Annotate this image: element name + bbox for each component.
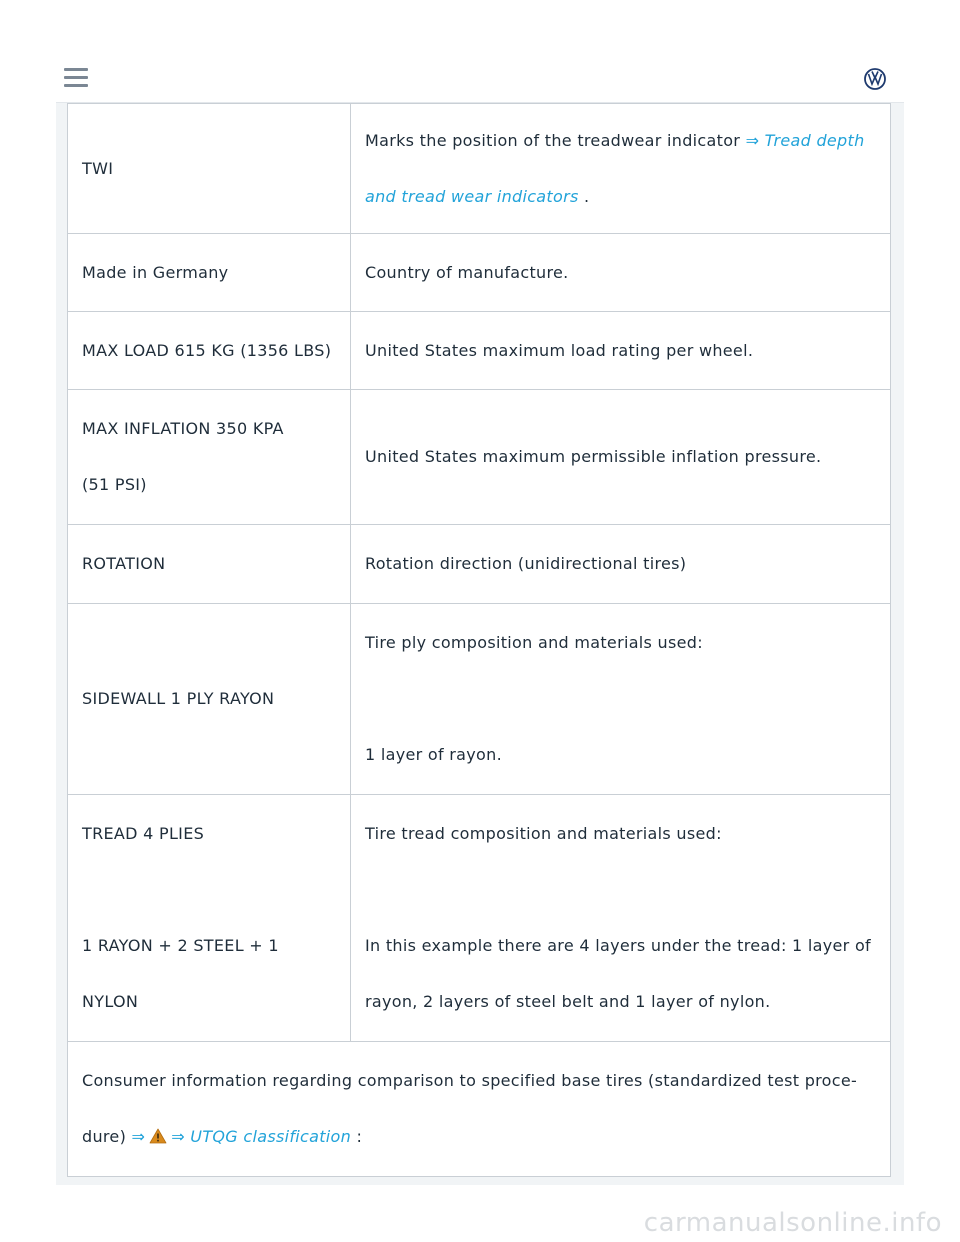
table-row bbox=[68, 525, 891, 604]
value-text: . bbox=[578, 186, 590, 206]
table-row bbox=[68, 312, 891, 390]
watermark: carmanualsonline.info bbox=[643, 1208, 942, 1238]
top-bar bbox=[0, 0, 960, 100]
tread-depth-link[interactable]: ⇒ Tread depth bbox=[745, 130, 865, 150]
row-key: MAX LOAD 615 KG (1356 LBS) bbox=[68, 312, 351, 390]
row-key: SIDEWALL 1 PLY RAYON bbox=[68, 604, 351, 795]
tire-markings-table bbox=[67, 103, 891, 1177]
row-key: TREAD 4 PLIES 1 RAYON + 2 STEEL + 1 NYLON bbox=[68, 795, 351, 1042]
utqg-classification-link[interactable]: ⇒ UTQG classification bbox=[171, 1127, 352, 1146]
row-key: Made in Germany bbox=[68, 234, 351, 312]
row-value: United States maximum load rating per wheel. bbox=[351, 312, 891, 390]
row-value: Tire tread composition and materials used: In this example there are 4 layers under the tread: 1 layer of rayon, 2 layers of steel belt and 1 layer of nylon. bbox=[351, 795, 891, 1042]
table-row bbox=[68, 1042, 891, 1177]
hamburger-menu-icon[interactable] bbox=[64, 68, 88, 88]
row-value bbox=[351, 104, 891, 234]
table-row bbox=[68, 234, 891, 312]
row-value: Tire ply composition and materials used: 1 layer of rayon. bbox=[351, 604, 891, 795]
row-value: Rotation direction (unidirectional tires) bbox=[351, 525, 891, 604]
table-row bbox=[68, 604, 891, 795]
vw-logo-icon[interactable] bbox=[864, 68, 886, 90]
row-key: MAX INFLATION 350 KPA (51 PSI) bbox=[68, 390, 351, 525]
table-row bbox=[68, 795, 891, 1042]
table-row bbox=[68, 104, 891, 234]
table-row bbox=[68, 390, 891, 525]
warning-link-arrow[interactable]: ⇒ bbox=[131, 1127, 146, 1146]
footer-row-cell: Consumer information regarding comparison to specified base tires (standardized test proce- dure) ⇒ ⇒ UTQG classification : bbox=[68, 1042, 891, 1177]
tread-wear-indicators-link[interactable]: and tread wear indicators bbox=[365, 186, 579, 206]
warning-triangle-icon[interactable] bbox=[149, 1128, 167, 1144]
row-value: Country of manufacture. bbox=[351, 234, 891, 312]
row-value: United States maximum permissible inflation pressure. bbox=[351, 390, 891, 525]
row-key: TWI bbox=[68, 104, 351, 234]
value-text: Marks the position of the treadwear indicator bbox=[365, 130, 746, 150]
row-key: ROTATION bbox=[68, 525, 351, 604]
